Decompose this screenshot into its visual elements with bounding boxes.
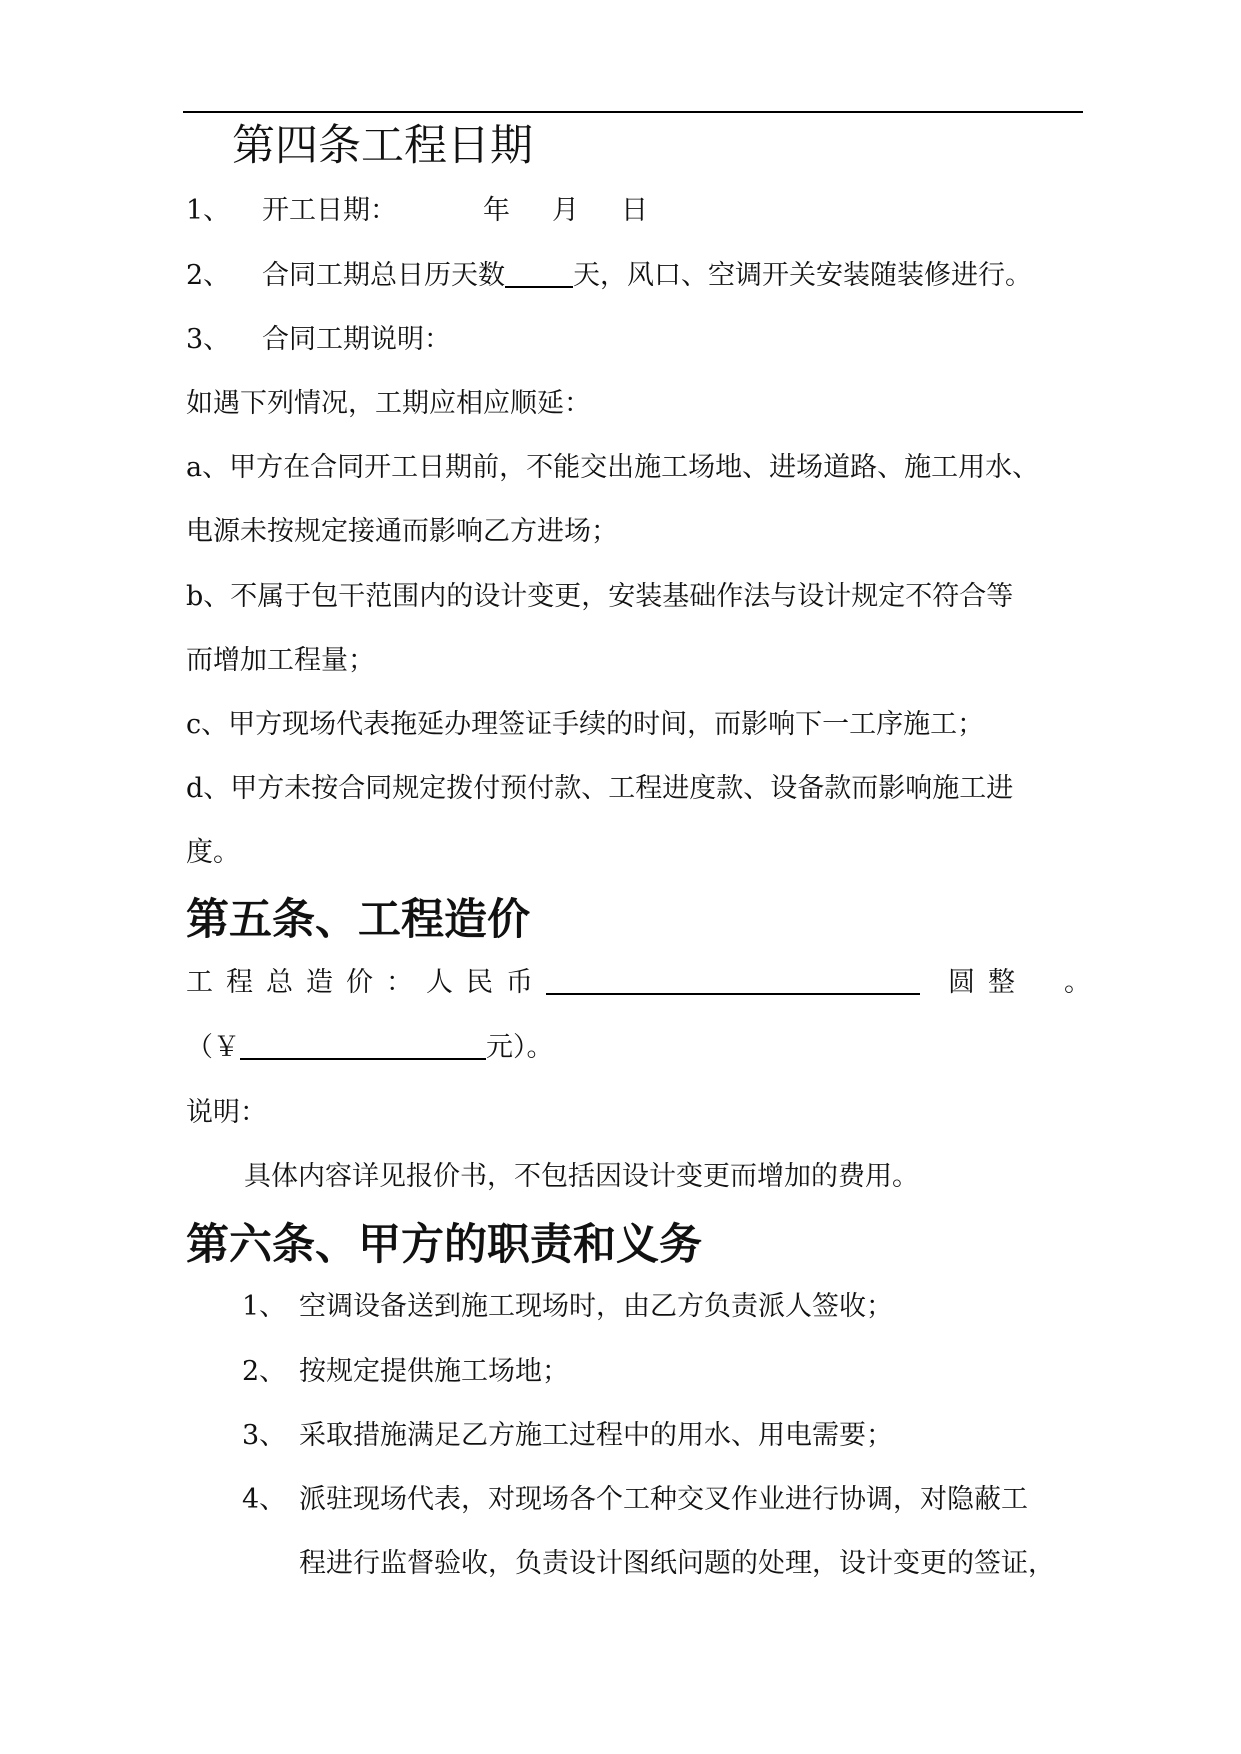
delay-b-line2: 而增加工程量；: [186, 645, 375, 676]
item2-text-b: 天，风口、空调开关安装随装修进行。: [573, 260, 1032, 291]
yuan-amount-blank: [240, 1032, 486, 1060]
duty-text: 派驻现场代表，对现场各个工种交叉作业进行协调，对隐蔽工: [299, 1484, 1028, 1515]
header-rule: [183, 111, 1083, 113]
total-price-label: 工程总造价：人民币: [186, 967, 546, 998]
item2-text-a: 合同工期总日历天数: [262, 260, 505, 291]
duty-item-4-cont: 程进行监督验收，负责设计图纸问题的处理，设计变更的签证，: [299, 1548, 1055, 1579]
duty-text: 按规定提供施工场地；: [299, 1356, 569, 1387]
item-number: 2、: [242, 1356, 287, 1387]
delay-d-line1: d、甲方未按合同规定拨付预付款、工程进度款、设备款而影响施工进: [186, 773, 1014, 804]
yuan-close: 元）。: [486, 1032, 554, 1063]
item-number: 4、: [242, 1484, 287, 1515]
item-number: 3、: [186, 324, 231, 355]
duty-item-2: [242, 1355, 569, 1389]
delay-a-line1: a、甲方在合同开工日期前，不能交出施工场地、进场道路、施工用水、: [186, 452, 1040, 483]
section4-item2: [186, 259, 1032, 293]
total-price-line: [186, 966, 1091, 1000]
yuan-open: （￥: [186, 1032, 240, 1063]
days-blank: [505, 260, 573, 288]
item-number: 3、: [242, 1420, 287, 1451]
duty-item-4: [242, 1483, 1028, 1517]
section4-title: 第四条工程日期: [232, 121, 533, 171]
section4-item3: [186, 323, 451, 357]
section6-title: 第六条、甲方的职责和义务: [186, 1220, 702, 1270]
month-label: 月: [552, 195, 579, 226]
start-date-label: 开工日期：: [262, 195, 397, 226]
duty-item-3: [242, 1419, 893, 1453]
item-number: 2、: [186, 260, 231, 291]
section5-title: 第五条、工程造价: [186, 895, 530, 945]
section4-item1: [186, 194, 648, 228]
duty-text: 采取措施满足乙方施工过程中的用水、用电需要；: [299, 1420, 893, 1451]
duty-text: 空调设备送到施工现场时，由乙方负责派人签收；: [299, 1291, 893, 1322]
note-label: 说明：: [186, 1097, 267, 1128]
note-text: 具体内容详见报价书，不包括因设计变更而增加的费用。: [244, 1161, 919, 1192]
delay-d-line2: 度。: [186, 837, 240, 868]
item-number: 1、: [186, 195, 231, 226]
delay-c-line1: c、甲方现场代表拖延办理签证手续的时间，而影响下一工序施工；: [186, 709, 985, 740]
delay-b-line1: b、不属于包干范围内的设计变更，安装基础作法与设计规定不符合等: [186, 581, 1014, 612]
rmb-amount-blank: [546, 967, 920, 995]
price-unit: 圆整: [948, 967, 1028, 998]
delay-intro: 如遇下列情况，工期应相应顺延：: [186, 388, 591, 419]
duty-item-1: [242, 1290, 893, 1324]
delay-a-line2: 电源未按规定接通而影响乙方进场；: [186, 516, 618, 547]
year-label: 年: [483, 195, 510, 226]
price-end: 。: [1064, 967, 1091, 998]
item-number: 1、: [242, 1291, 287, 1322]
item3-text: 合同工期说明：: [262, 324, 451, 355]
yuan-line: [186, 1031, 554, 1065]
day-label: 日: [621, 195, 648, 226]
